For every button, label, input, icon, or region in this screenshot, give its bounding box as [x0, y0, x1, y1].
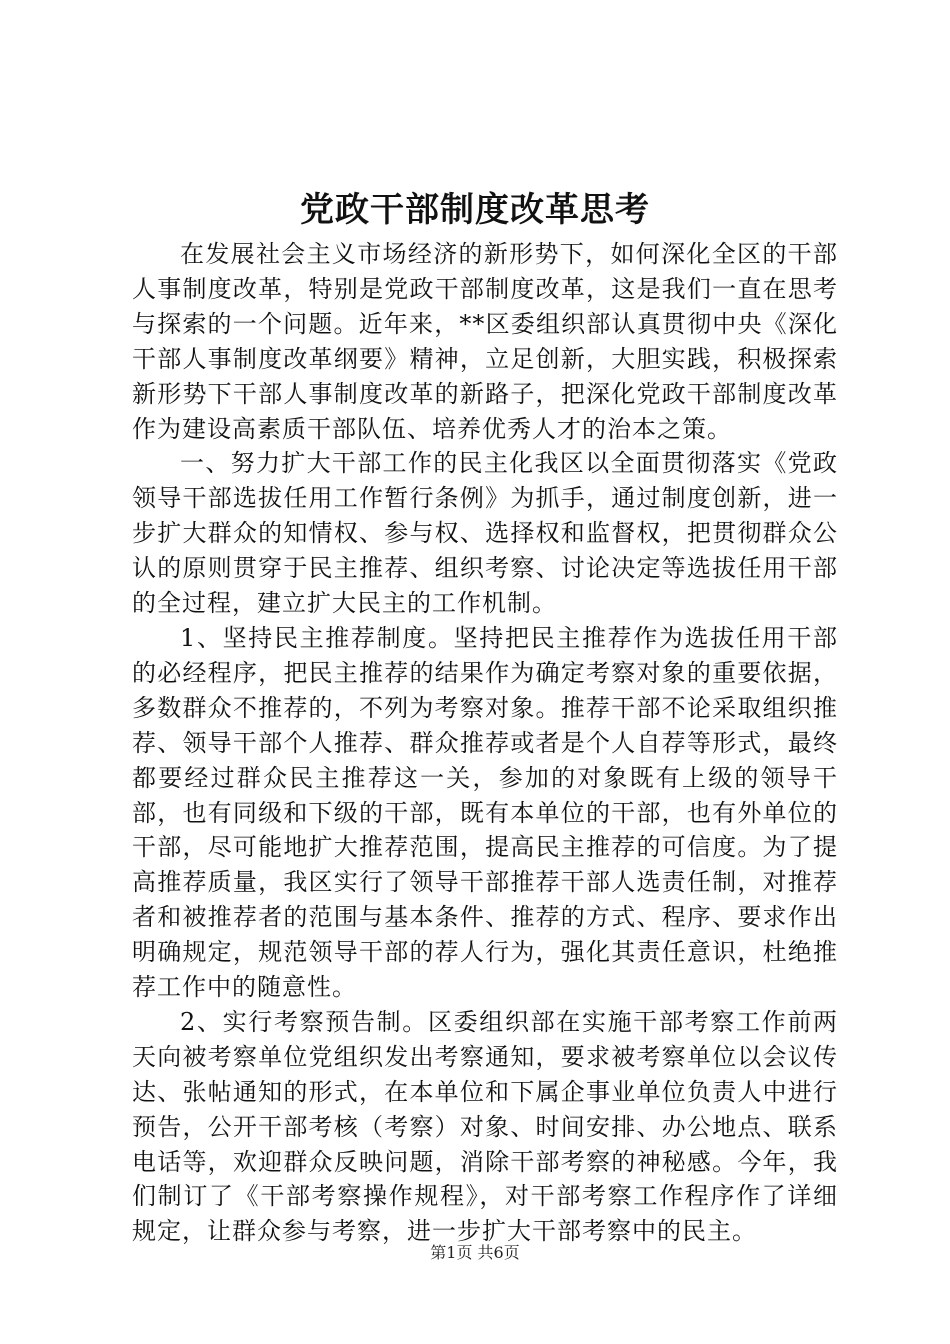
paragraph-intro: 在发展社会主义市场经济的新形势下，如何深化全区的干部人事制度改革，特别是党政干部制度改革，这是我们一直在思考与探索的一个问题。近年来，**区委组织部认真贯彻中央《深化干部人事制度改革纲要》精神，立足创新，大胆实践，积极探索新形势下干部人事制度改革的新路子，把深化党政干部制度改革作为建设高素质干部队伍、培养优秀人才的治本之策。: [132, 240, 838, 443]
paragraph-item-2: 2、实行考察预告制。区委组织部在实施干部考察工作前两天向被考察单位党组织发出考察通知，要求被考察单位以会议传达、张帖通知的形式，在本单位和下属企事业单位负责人中进行预告，公开干部考核（考察）对象、时间安排、办公地点、联系电话等，欢迎群众反映问题，消除干部考察的神秘感。今年，我们制订了《干部考察操作规程》，对干部考察工作程序作了详细规定，让群众参与考察，进一步扩大干部考察中的民主。: [132, 1007, 838, 1246]
document-body: [132, 237, 838, 1249]
page-footer: [0, 1242, 950, 1264]
paragraph-item-1: 1、坚持民主推荐制度。坚持把民主推荐作为选拔任用干部的必经程序，把民主推荐的结果作为确定考察对象的重要依据，多数群众不推荐的，不列为考察对象。推荐干部不论采取组织推荐、领导干部个人推荐、群众推荐或者是个人自荐等形式，最终都要经过群众民主推荐这一关，参加的对象既有上级的领导干部，也有同级和下级的干部，既有本单位的干部，也有外单位的干部，尽可能地扩大推荐范围，提高民主推荐的可信度。为了提高推荐质量，我区实行了领导干部推荐干部人选责任制，对推荐者和被推荐者的范围与基本条件、推荐的方式、程序、要求作出明确规定，规范领导干部的荐人行为，强化其责任意识，杜绝推荐工作中的随意性。: [132, 623, 838, 1002]
paragraph-section-1: 一、努力扩大干部工作的民主化我区以全面贯彻落实《党政领导干部选拔任用工作暂行条例》为抓手，通过制度创新，进一步扩大群众的知情权、参与权、选择权和监督权，把贯彻群众公认的原则贯穿于民主推荐、组织考察、讨论决定等选拔任用干部的全过程，建立扩大民主的工作机制。: [132, 449, 838, 618]
page-number: 第1页 共6页: [430, 1243, 520, 1262]
document-title: 党政干部制度改革思考: [300, 190, 650, 230]
